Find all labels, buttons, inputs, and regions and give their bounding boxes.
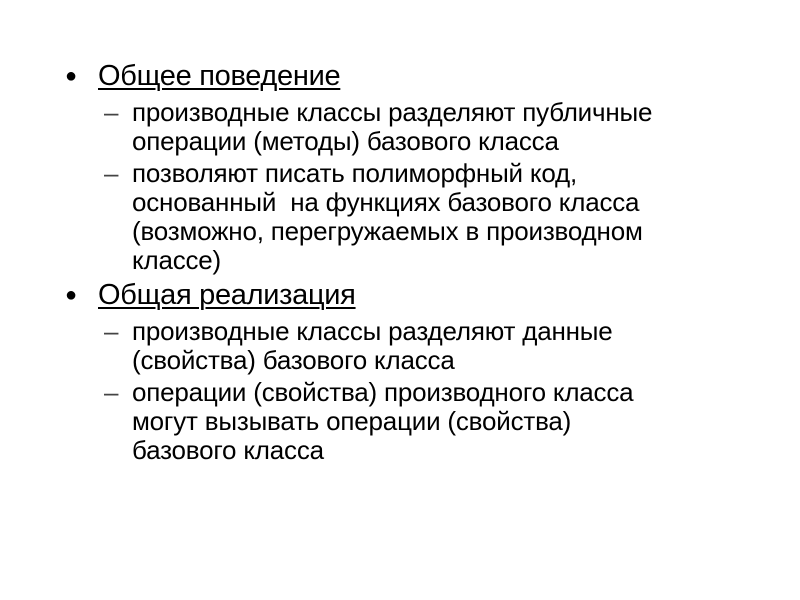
- section-heading: Общая реализация: [98, 279, 356, 311]
- list-item: [62, 317, 782, 375]
- section-common-implementation: [62, 277, 782, 465]
- section-heading-row: [62, 277, 782, 314]
- list-item-line: операции (методы) базового класса: [132, 126, 559, 156]
- dash-icon: –: [104, 158, 119, 188]
- list-item-line: производные классы разделяют данные: [132, 316, 613, 346]
- section-heading: Общее поведение: [98, 60, 341, 92]
- list-item-line: операции (свойства) производного класса: [132, 377, 634, 407]
- sub-list: [62, 317, 782, 465]
- bullet-icon: ●: [65, 65, 77, 87]
- list-item-line: позволяют писать полиморфный код,: [132, 158, 578, 188]
- dash-icon: –: [104, 97, 119, 127]
- section-common-behavior: [62, 58, 782, 275]
- list-item-line: могут вызывать операции (свойства): [132, 406, 572, 436]
- list-item-line: классе): [132, 245, 222, 275]
- list-item-line: основанный на функциях базового класса: [132, 187, 640, 217]
- slide-content: [62, 58, 782, 465]
- dash-icon: –: [104, 377, 119, 407]
- sub-list: [62, 98, 782, 275]
- dash-icon: –: [104, 316, 119, 346]
- list-item: [62, 378, 782, 465]
- section-heading-row: [62, 58, 782, 95]
- list-item-line: (свойства) базового класса: [132, 345, 455, 375]
- list-item-line: базового класса: [132, 435, 324, 465]
- list-item: [62, 159, 782, 275]
- list-item: [62, 98, 782, 156]
- list-item-line: (возможно, перегружаемых в производном: [132, 216, 643, 246]
- list-item-line: производные классы разделяют публичные: [132, 97, 653, 127]
- bullet-icon: ●: [65, 284, 77, 306]
